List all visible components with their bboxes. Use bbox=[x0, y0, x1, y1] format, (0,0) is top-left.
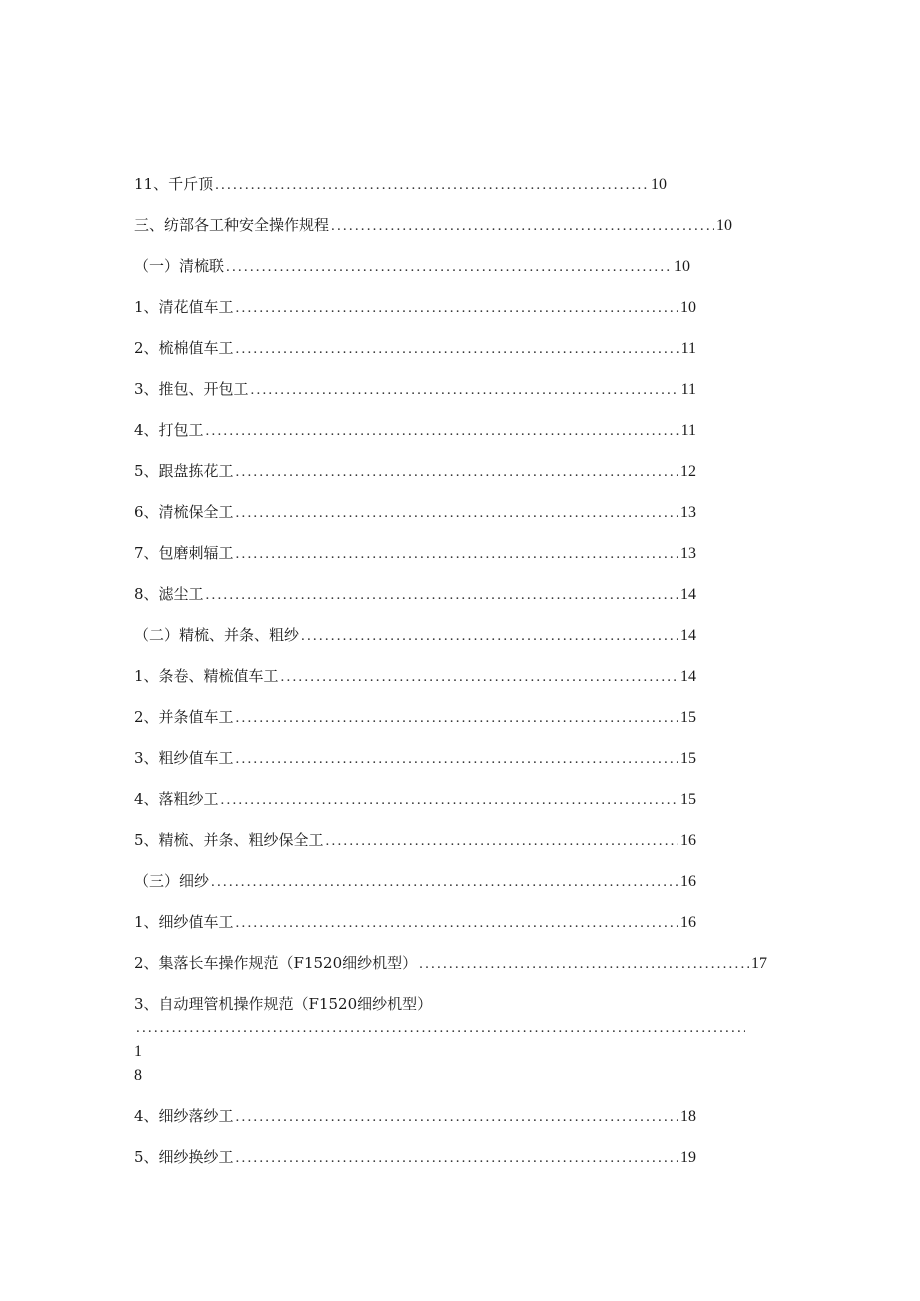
toc-entry[interactable] bbox=[134, 377, 696, 402]
toc-entry-page-number: 12 bbox=[680, 463, 696, 480]
toc-entry-title: 1、细纱值车工 bbox=[134, 913, 234, 931]
toc-entry-page-number: 14 bbox=[680, 668, 696, 685]
toc-entry[interactable] bbox=[134, 336, 696, 361]
toc-entry-page-number: 10 bbox=[651, 176, 667, 193]
toc-entry-page-number: 19 bbox=[680, 1149, 696, 1166]
toc-entry-title: 5、跟盘拣花工 bbox=[134, 462, 234, 480]
dot-leader bbox=[236, 460, 678, 484]
toc-entry-title: 2、集落长车操作规范（F1520细纱机型） bbox=[134, 954, 418, 972]
toc-entry-title: 2、梳棉值车工 bbox=[134, 339, 234, 357]
toc-entry[interactable] bbox=[134, 582, 696, 607]
dot-leader bbox=[226, 255, 672, 279]
toc-entry-title: 1、清花值车工 bbox=[134, 298, 234, 316]
toc-entry-page-number: 10 bbox=[680, 299, 696, 316]
dot-leader bbox=[236, 747, 678, 771]
dot-leader bbox=[206, 583, 678, 607]
toc-entry-page-number: 15 bbox=[680, 709, 696, 726]
toc-entry-page-number: 13 bbox=[680, 504, 696, 521]
toc-entry[interactable] bbox=[134, 869, 696, 894]
toc-entry[interactable] bbox=[134, 213, 732, 238]
toc-entry[interactable] bbox=[134, 541, 696, 566]
toc-entry-title: 5、细纱换纱工 bbox=[134, 1148, 234, 1166]
toc-entry[interactable] bbox=[134, 828, 696, 853]
toc-entry-page-number: 18 bbox=[680, 1108, 696, 1125]
toc-entry-title: 4、落粗纱工 bbox=[134, 790, 219, 808]
dot-leader bbox=[236, 296, 678, 320]
toc-entry-page-number: 10 bbox=[674, 258, 690, 275]
toc-entry[interactable] bbox=[134, 787, 696, 812]
dot-leader bbox=[281, 665, 678, 689]
toc-entry[interactable] bbox=[134, 623, 696, 648]
dot-leader bbox=[236, 706, 678, 730]
dot-leader bbox=[236, 1105, 678, 1129]
toc-entry-title: 3、粗纱值车工 bbox=[134, 749, 234, 767]
toc-entry[interactable] bbox=[134, 664, 696, 689]
toc-entry[interactable] bbox=[134, 172, 667, 197]
toc-entry[interactable] bbox=[134, 295, 696, 320]
toc-entry-title: （三）细纱 bbox=[134, 872, 210, 890]
dot-leader bbox=[236, 542, 678, 566]
toc-entry[interactable] bbox=[134, 746, 696, 771]
toc-entry-title: 1、条卷、精梳值车工 bbox=[134, 667, 279, 685]
toc-entry-page-number: 15 bbox=[680, 791, 696, 808]
dot-leader bbox=[211, 870, 678, 894]
dot-leader bbox=[251, 378, 679, 402]
toc-entry[interactable] bbox=[134, 1104, 696, 1129]
toc-entry-page-number: 14 bbox=[680, 586, 696, 603]
dot-leader bbox=[236, 501, 678, 525]
toc-entry-title: 5、精梳、并条、粗纱保全工 bbox=[134, 831, 324, 849]
table-of-contents bbox=[134, 172, 774, 1186]
toc-entry-title: 8、滤尘工 bbox=[134, 585, 204, 603]
dot-leader bbox=[221, 788, 678, 812]
dot-leader bbox=[215, 173, 649, 197]
dot-leader bbox=[301, 624, 678, 648]
toc-entry[interactable] bbox=[134, 500, 696, 525]
toc-entry[interactable] bbox=[134, 705, 696, 730]
toc-entry-page-number: 13 bbox=[680, 545, 696, 562]
toc-entry-title: 4、打包工 bbox=[134, 421, 204, 439]
toc-entry-page-number: 16 bbox=[680, 914, 696, 931]
toc-entry[interactable] bbox=[134, 992, 747, 1088]
toc-entry[interactable] bbox=[134, 459, 696, 484]
toc-entry-title: 3、自动理管机操作规范（F1520细纱机型） bbox=[134, 995, 433, 1013]
toc-entry[interactable] bbox=[134, 418, 696, 443]
toc-entry-title: 2、并条值车工 bbox=[134, 708, 234, 726]
toc-entry-page-number: 15 bbox=[680, 750, 696, 767]
dot-leader bbox=[236, 1146, 678, 1170]
toc-entry-title: 4、细纱落纱工 bbox=[134, 1107, 234, 1125]
toc-entry-page-number: 16 bbox=[680, 873, 696, 890]
toc-entry-title: 3、推包、开包工 bbox=[134, 380, 249, 398]
toc-entry-page-number: 14 bbox=[680, 627, 696, 644]
dot-leader bbox=[236, 911, 678, 935]
toc-entry-page-number: 10 bbox=[716, 217, 732, 234]
toc-entry-title: 三、纺部各工种安全操作规程 bbox=[134, 216, 330, 234]
toc-entry-title: 6、清梳保全工 bbox=[134, 503, 234, 521]
dot-leader bbox=[236, 337, 679, 361]
toc-entry-page-number-continued: 8 bbox=[134, 1067, 142, 1084]
toc-entry-title: 11、千斤顶 bbox=[134, 175, 214, 193]
toc-entry[interactable] bbox=[134, 951, 767, 976]
toc-entry[interactable] bbox=[134, 1145, 696, 1170]
dot-leader bbox=[331, 214, 714, 238]
toc-entry-title: （一）清梳联 bbox=[134, 257, 225, 275]
dot-leader bbox=[419, 952, 749, 976]
toc-entry-page-number: 11 bbox=[680, 381, 696, 398]
dot-leader bbox=[206, 419, 679, 443]
toc-entry-title: （二）精梳、并条、粗纱 bbox=[134, 626, 300, 644]
dot-leader bbox=[136, 1016, 745, 1040]
toc-entry-page-number: 1 bbox=[134, 1043, 150, 1060]
toc-entry-page-number: 16 bbox=[680, 832, 696, 849]
toc-entry-page-number: 11 bbox=[680, 422, 696, 439]
toc-entry-page-number: 11 bbox=[680, 340, 696, 357]
toc-entry-title: 7、包磨刺辐工 bbox=[134, 544, 234, 562]
toc-entry[interactable] bbox=[134, 254, 690, 279]
dot-leader bbox=[326, 829, 678, 853]
toc-entry[interactable] bbox=[134, 910, 696, 935]
toc-entry-page-number: 17 bbox=[751, 955, 767, 972]
